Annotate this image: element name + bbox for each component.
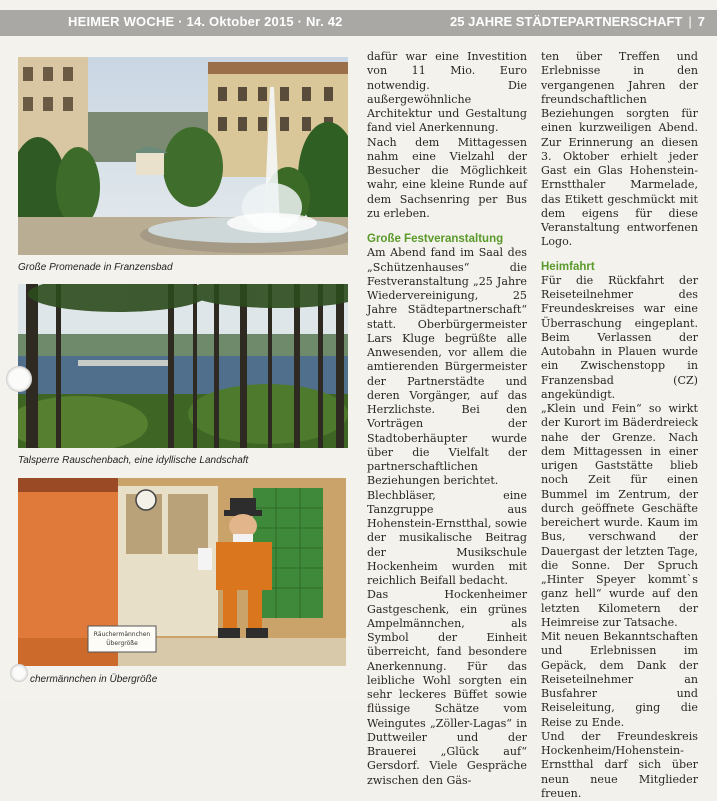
col1-paragraph-1: dafür war eine Investition von 11 Mio. Euro notwendig. Die außergewöhnliche Architektur und Gestaltung fand viel Anerkennung. xyxy=(367,50,527,135)
page-number: 7 xyxy=(697,14,705,29)
punch-hole-lower xyxy=(10,664,28,682)
sign-line-2: Übergröße xyxy=(106,640,138,647)
text-column-1 xyxy=(367,50,527,788)
photo-smoking-man xyxy=(18,478,346,666)
photo-reservoir xyxy=(18,284,348,448)
col1-paragraph-4: Blechbläser, eine Tanzgruppe aus Hohenstein-Ernstthal, sowie der musikalische Beitrag der Musikschule Hockenheim wurden mit reichlich Beifall bedacht. xyxy=(367,488,527,587)
col1-paragraph-3: Am Abend fand im Saal des „Schützenhauses“ die Festveranstaltung „25 Jahre Wiedervereinigung, 25 Jahre Städtepartnerschaft“ statt. Oberbürgermeister Lars Kluge begrüßte alle Anwesenden, vor allem die amtierenden Bürgermeister der Partnerstädte und deren Vorgänger, auf das Herzlichste. Bei den Vorträgen der Stadtoberhäupter wurde über die Vielfalt der partnerschaftlichen Beziehungen berichtet. xyxy=(367,246,527,488)
caption-promenade: Große Promenade in Franzensbad xyxy=(18,262,173,273)
page-header xyxy=(0,10,717,36)
header-separator: | xyxy=(688,14,692,29)
header-section-title: 25 JAHRE STÄDTEPARTNERSCHAFT xyxy=(450,14,683,29)
header-publication: HEIMER WOCHE · 14. Oktober 2015 · Nr. 42 xyxy=(68,14,343,29)
col1-paragraph-5: Das Hockenheimer Gastgeschenk, ein grünes Ampelmännchen, als Symbol der Einheit überreicht, fand besondere Anerkennung. Für das leibliche Wohl sorgten ein sehr leckeres Büffet sowie flüssige Schätze vom Weingutes „Zöller-Lagas“ in Duttweiler und der Brauerei „Glück auf“ Gersdorf. Viele Gespräche zwischen den Gäs- xyxy=(367,588,527,787)
reservoir-image xyxy=(18,284,348,448)
punch-hole xyxy=(6,366,32,392)
text-column-2 xyxy=(541,50,698,801)
col2-paragraph-4: Mit neuen Bekanntschaften und Erlebnissen im Gepäck, dem Dank der Reiseteilnehmer an Busfahrer und Reiseleitung, ging die Reise zu Ende. xyxy=(541,630,698,729)
col1-paragraph-2: Nach dem Mittagessen nahm eine Vielzahl der Besucher die Möglichkeit wahr, eine kleine Runde auf dem Sachsenring per Bus zu erleben. xyxy=(367,135,527,220)
photo-promenade xyxy=(18,57,348,255)
col1-heading-festival: Große Festveranstaltung xyxy=(367,233,504,245)
col2-paragraph-1: ten über Treffen und Erlebnisse in den vergangenen Jahren der freundschaftlichen Beziehungen sorgten für einen kurzweiligen Abend. Zur Erinnerung an diesen 3. Oktober erhielt jeder Gast ein Glas Hohenstein-Ernstthaler Marmelade, das Etikett geschmückt mit dem eigens für diese Veranstaltung entworfenen Logo. xyxy=(541,50,698,249)
header-section xyxy=(450,14,705,29)
col2-paragraph-2: Für die Rückfahrt der Reiseteilnehmer des Freundeskreises war eine Überraschung eingeplant. Beim Verlassen der Autobahn in Plauen wurde ein Zwischenstopp in Franzensbad (CZ) angekündigt. xyxy=(541,273,698,401)
caption-smoking-man: chermännchen in Übergröße xyxy=(30,674,158,685)
col2-paragraph-5: Und der Freundeskreis Hockenheim/Hohenstein-Ernstthal darf sich über neun neue Mitglieder freuen. xyxy=(541,729,698,800)
promenade-image xyxy=(18,57,348,255)
col2-paragraph-3: „Klein und Fein“ so wirkt der Kurort im Bäderdreieck nahe der Grenze. Nach dem Mittagessen in einer urigen Gaststätte blieb noch Zeit für einen Bummel im Zentrum, der durch geöffnete Geschäfte bereichert wurde. Kaum im Bus, verschwand der Dauergast der letzten Tage, die Sonne. Der Spruch „Hinter Speyer kommt`s ganz hell“ wurde auf den letzten Kilometern der Heimreise zur Tatsache. xyxy=(541,402,698,629)
caption-reservoir: Talsperre Rauschenbach, eine idyllische Landschaft xyxy=(18,455,249,466)
sign-line-1: Räuchermännchen xyxy=(93,631,151,638)
smoking-man-image xyxy=(18,478,346,666)
col2-heading-return: Heimfahrt xyxy=(541,260,595,273)
